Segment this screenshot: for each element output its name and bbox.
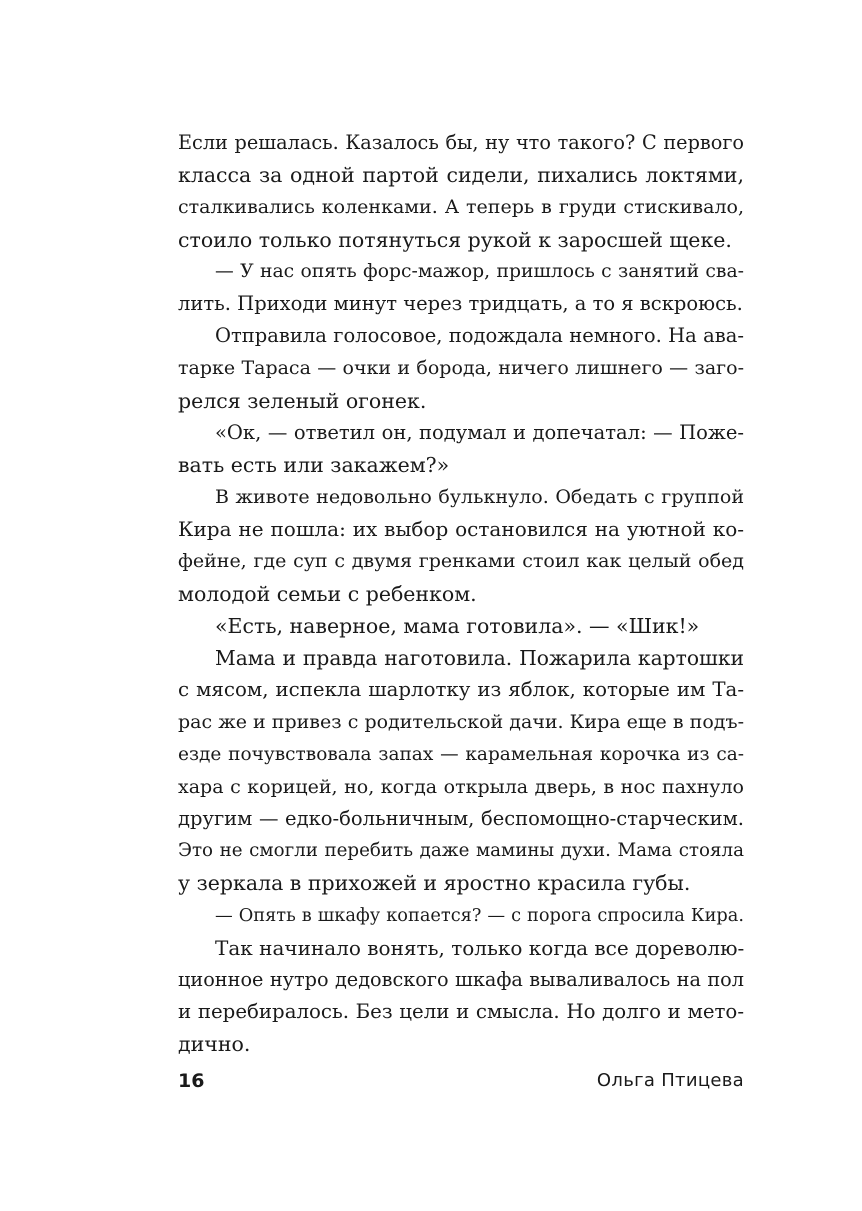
text-line: Это не смогли перебить даже мамины духи. Мама стояла xyxy=(178,840,744,862)
text-line: у зеркала в прихожей и яростно красила губы. xyxy=(178,871,691,896)
text-line: класса за одной партой сидели, пихались локтями, xyxy=(178,163,744,188)
text-line: Если решалась. Казалось бы, ну что такого? С первого xyxy=(178,131,744,154)
text-line: хара с корицей, но, когда открыла дверь, в нос пахнуло xyxy=(178,775,744,798)
text-line: ционное нутро дедовского шкафа вываливалось на пол xyxy=(178,967,744,991)
text-line: «Ок, — ответил он, подумал и допечатал: — Поже- xyxy=(215,420,744,444)
text-line: Так начинало вонять, только когда все дореволю- xyxy=(215,935,744,960)
text-line: фейне, где суп с двумя гренками стоил как целый обед xyxy=(178,550,744,573)
text-line: «Есть, наверное, мама готовила». — «Шик!» xyxy=(215,613,700,638)
page-footer xyxy=(178,1070,744,1100)
author-name: Ольга Птицева xyxy=(596,1070,744,1091)
text-line: тарке Тараса — очки и борода, ничего лишнего — заго- xyxy=(178,357,744,380)
text-line: — Опять в шкафу копается? — с порога спросила Кира. xyxy=(215,905,744,926)
text-line: — У нас опять форс-мажор, пришлось с занятий сва- xyxy=(215,260,744,282)
body-text xyxy=(178,127,744,1060)
text-line: сталкивались коленками. А теперь в груди стискивало, xyxy=(178,196,744,219)
text-line: В животе недовольно булькнуло. Обедать с группой xyxy=(215,486,744,509)
text-line: езде почувствовала запах — карамельная корочка из са- xyxy=(178,743,744,765)
text-line: рас же и привез с родительской дачи. Кира еще в подъ- xyxy=(178,711,744,734)
page-number: 16 xyxy=(178,1070,205,1092)
text-line: стоило только потянуться рукой к заросшей щеке. xyxy=(178,227,732,252)
text-line: релся зеленый огонек. xyxy=(178,388,427,413)
text-line: дично. xyxy=(178,1032,251,1057)
text-line: Кира не пошла: их выбор остановился на уютной ко- xyxy=(178,517,744,542)
text-line: и перебиралось. Без цели и смысла. Но долго и мето- xyxy=(178,1000,744,1024)
text-line: с мясом, испекла шарлотку из яблок, которые им Та- xyxy=(178,678,744,702)
text-line: Мама и правда наготовила. Пожарила картошки xyxy=(215,646,744,670)
text-line: другим — едко-больничным, беспомощно-старческим. xyxy=(178,806,744,830)
text-line: вать есть или закажем?» xyxy=(178,452,450,477)
text-line: лить. Приходи минут через тридцать, а то я вскроюсь. xyxy=(178,291,743,315)
text-line: молодой семьи с ребенком. xyxy=(178,581,477,606)
text-line: Отправила голосовое, подождала немного. На ава- xyxy=(215,324,744,348)
